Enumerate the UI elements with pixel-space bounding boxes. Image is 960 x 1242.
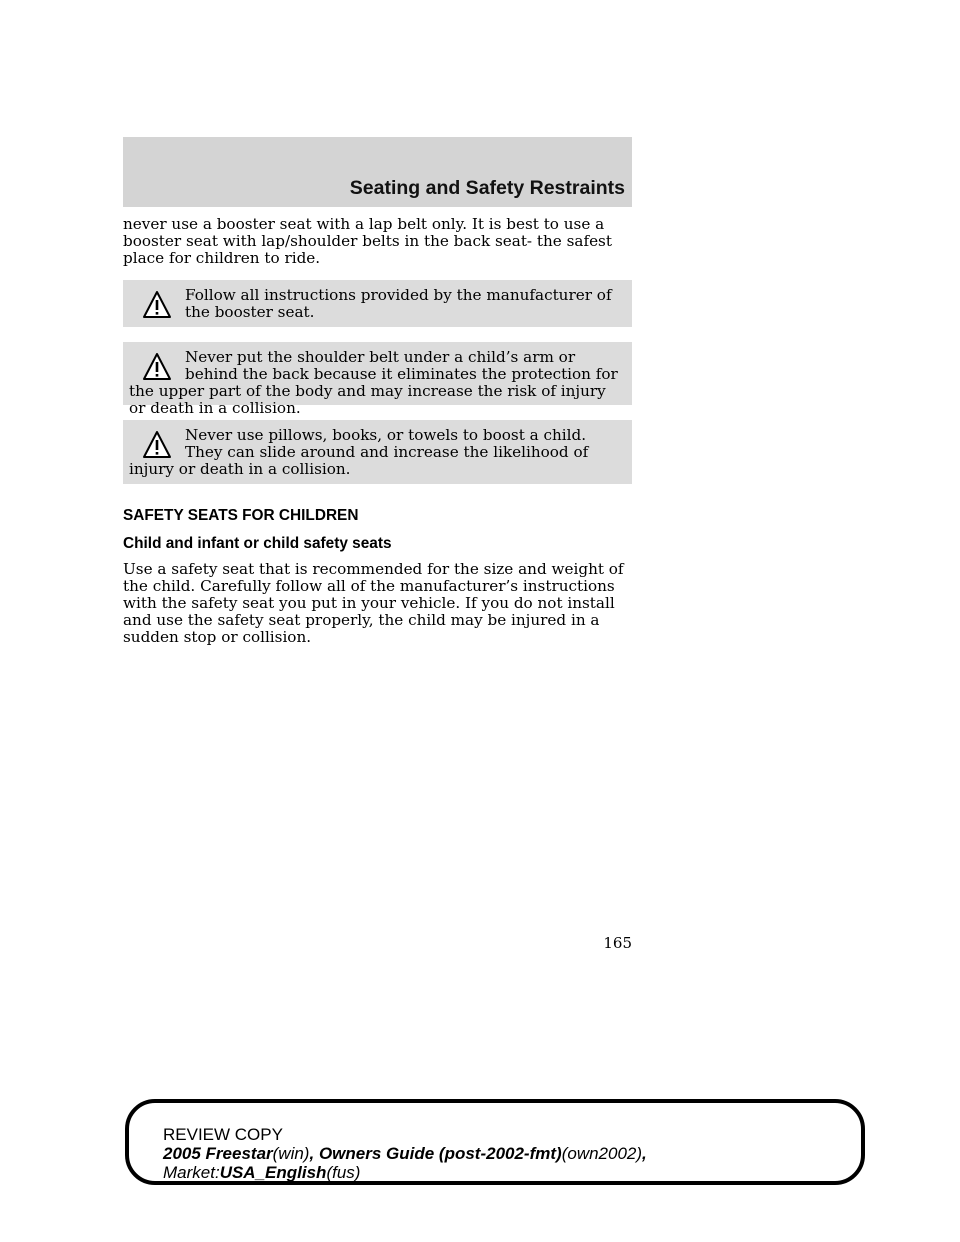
section-heading: SAFETY SEATS FOR CHILDREN	[123, 507, 359, 524]
subsection-heading: Child and infant or child safety seats	[123, 535, 392, 552]
warning-box	[123, 420, 632, 484]
footer-market-label: Market:	[163, 1163, 220, 1182]
footer-text	[163, 1125, 647, 1182]
footer-sep: ,	[309, 1144, 319, 1163]
page-number: 165	[603, 934, 632, 952]
warning-box	[123, 342, 632, 417]
warning-box	[123, 280, 632, 327]
warning-text: Never use pillows, books, or towels to boost a child. They can slide around and increase the likelihood of injury or death in a collision.	[129, 426, 589, 478]
footer-model: 2005 Freestar	[163, 1144, 273, 1163]
warning-triangle-icon	[142, 290, 172, 320]
footer-model-line	[163, 1144, 647, 1163]
intro-paragraph: never use a booster seat with a lap belt only. It is best to use a booster seat with lap/shoulder belts in the back seat- the safest place for children to ride.	[123, 215, 612, 267]
warning-text: Never put the shoulder belt under a child’s arm or behind the back because it eliminates the protection for the upper part of the body and may increase the risk of injury or death in a collision.	[129, 348, 618, 417]
warning-triangle-icon	[142, 352, 172, 382]
footer-model-code: (win)	[272, 1144, 310, 1163]
footer-sep: ,	[642, 1144, 647, 1163]
footer-guide: Owners Guide (post-2002-fmt)	[318, 1144, 562, 1163]
body-paragraph: Use a safety seat that is recommended for the size and weight of the child. Carefully follow all of the manufacturer’s instructions with the safety seat you put in your vehicle. If you do not install and use the safety seat properly, the child may be injured in a sudden stop or collision.	[123, 560, 624, 646]
footer-market: USA_English	[219, 1163, 327, 1182]
warning-text: Follow all instructions provided by the manufacturer of the booster seat.	[185, 286, 612, 321]
footer-market-code: (fus)	[326, 1163, 361, 1182]
header-band	[123, 137, 632, 207]
footer-market-line	[163, 1163, 647, 1182]
warning-triangle-icon	[142, 430, 172, 460]
footer-review-copy: REVIEW COPY	[163, 1125, 283, 1144]
footer-guide-code: (own2002)	[561, 1144, 643, 1163]
page-title: Seating and Safety Restraints	[349, 177, 625, 199]
